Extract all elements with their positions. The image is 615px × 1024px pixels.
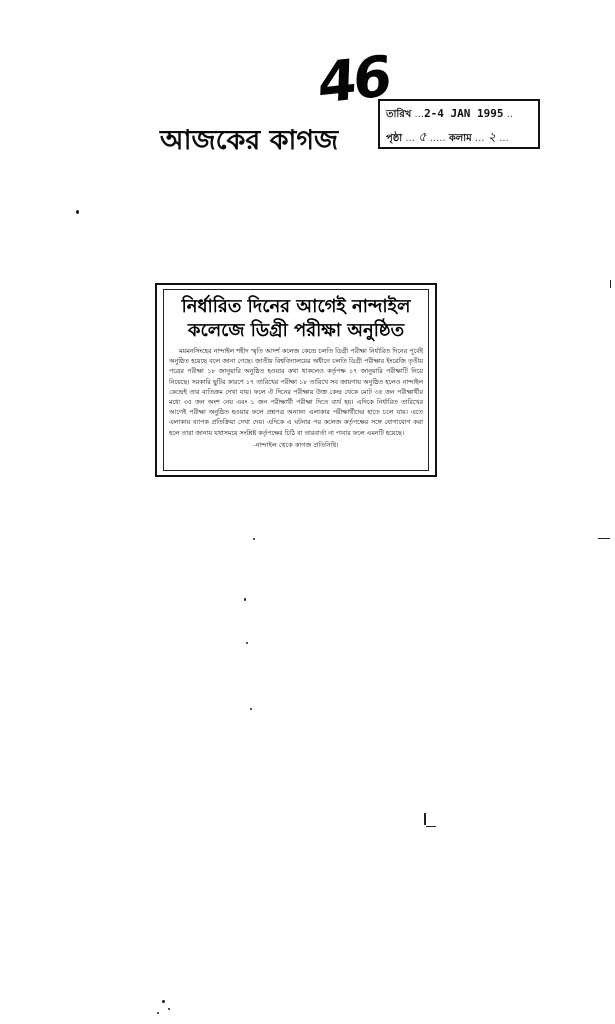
stamp-column-label: কলাম	[448, 133, 472, 144]
headline-line-1: নির্ধারিত দিনের আগেই নান্দাইল	[181, 296, 411, 317]
stamp-page-value: ৫	[418, 130, 427, 145]
scan-speck	[244, 598, 246, 601]
scan-speck	[162, 1000, 165, 1003]
newspaper-name: আজকের কাগজ	[160, 125, 339, 156]
clipping-body	[169, 347, 423, 439]
stamp-page-row: পৃষ্ঠা ... ৫ ..... কলাম ... ২ ...	[386, 130, 509, 145]
stamp-date-label: তারিখ	[386, 109, 412, 120]
scan-speck	[157, 1012, 159, 1014]
stamp-page-label: পৃষ্ঠা	[386, 133, 403, 144]
page-number-handwritten: 46	[317, 44, 389, 117]
scan-speck	[76, 210, 79, 214]
news-clipping	[155, 283, 437, 477]
date-stamp	[378, 99, 540, 149]
scan-speck	[168, 1008, 170, 1010]
scan-edge-mark	[598, 538, 610, 539]
headline-line-2: কলেজে ডিগ্রী পরীক্ষা অনুষ্ঠিত	[187, 320, 405, 341]
scan-speck	[250, 708, 252, 710]
scan-mark	[424, 813, 426, 825]
clipping-inner-frame	[163, 289, 429, 471]
scan-speck	[246, 642, 248, 644]
stamp-date-value: 2-4 JAN 1995	[424, 107, 504, 120]
stamp-column-value: ২	[487, 130, 497, 145]
clipping-byline: -নান্দাইল থেকে কাগজ প্রতিনিধি।	[253, 440, 339, 449]
scan-edge-mark	[610, 280, 611, 288]
stamp-date-row: তারিখ ...2-4 JAN 1995 ..	[386, 107, 514, 120]
scan-mark	[426, 826, 436, 827]
clipping-headline	[169, 295, 423, 343]
scan-speck	[253, 538, 255, 540]
clipping-body-paragraph: ময়মনসিংহের নান্দাইল শহীদ স্মৃতি আদর্শ কলেজ কেন্দ্রে চলতি ডিগ্রী পরীক্ষা নির্ধারিত দিনের পূর্বেই অনুষ্ঠিত হয়েছে বলে জানা গেছে। জাতীয় বিশ্ববিদ্যালয়ের অধীনে চলতি ডিগ্রী পরীক্ষার ইংরেজি তৃতীয় পত্রের পরীক্ষা ১৮ জানুয়ারি অনুষ্ঠিত হওয়ার কথা থাকলেও কর্তৃপক্ষ ১৭ জানুয়ারি পরীক্ষাটি নিয়ে নিয়েছে। সরকারি ছুটির কারণে ১৭ তারিখের পরীক্ষা ১৮ তারিখে সব জায়গায় অনুষ্ঠিত হলেও নান্দাইল কেন্দ্রেই তার ব্যতিক্রম দেখা যায়। ফলে ঐ দিনের পরীক্ষায় উক্ত কেন্দ্র থেকে মোট ৩৫ জন পরীক্ষার্থীর মধ্যে ৩৫ জন অংশ নেয় এবং ১ জন পরীক্ষার্থী পরীক্ষা দিতে ব্যর্থ হয়। এদিকে নির্ধারিত তারিখের আগেই পরীক্ষা অনুষ্ঠিত হওয়ার ফলে প্রশ্নপত্র অন্যান্য এলাকার পরীক্ষার্থীদের হাতে চলে যায়। এতে এলাকায় ব্যাপক প্রতিক্রিয়া দেখা দেয়। এদিকে এ ঘটনার পর কলেজ কর্তৃপক্ষের সঙ্গে যোগাযোগ করা হলে তারা জানায় যথাসময়ে সংশ্লিষ্ট কর্তৃপক্ষের চিঠি বা তারবার্তা না পাবার ফলে এমনটি হয়েছে।	[169, 348, 423, 437]
